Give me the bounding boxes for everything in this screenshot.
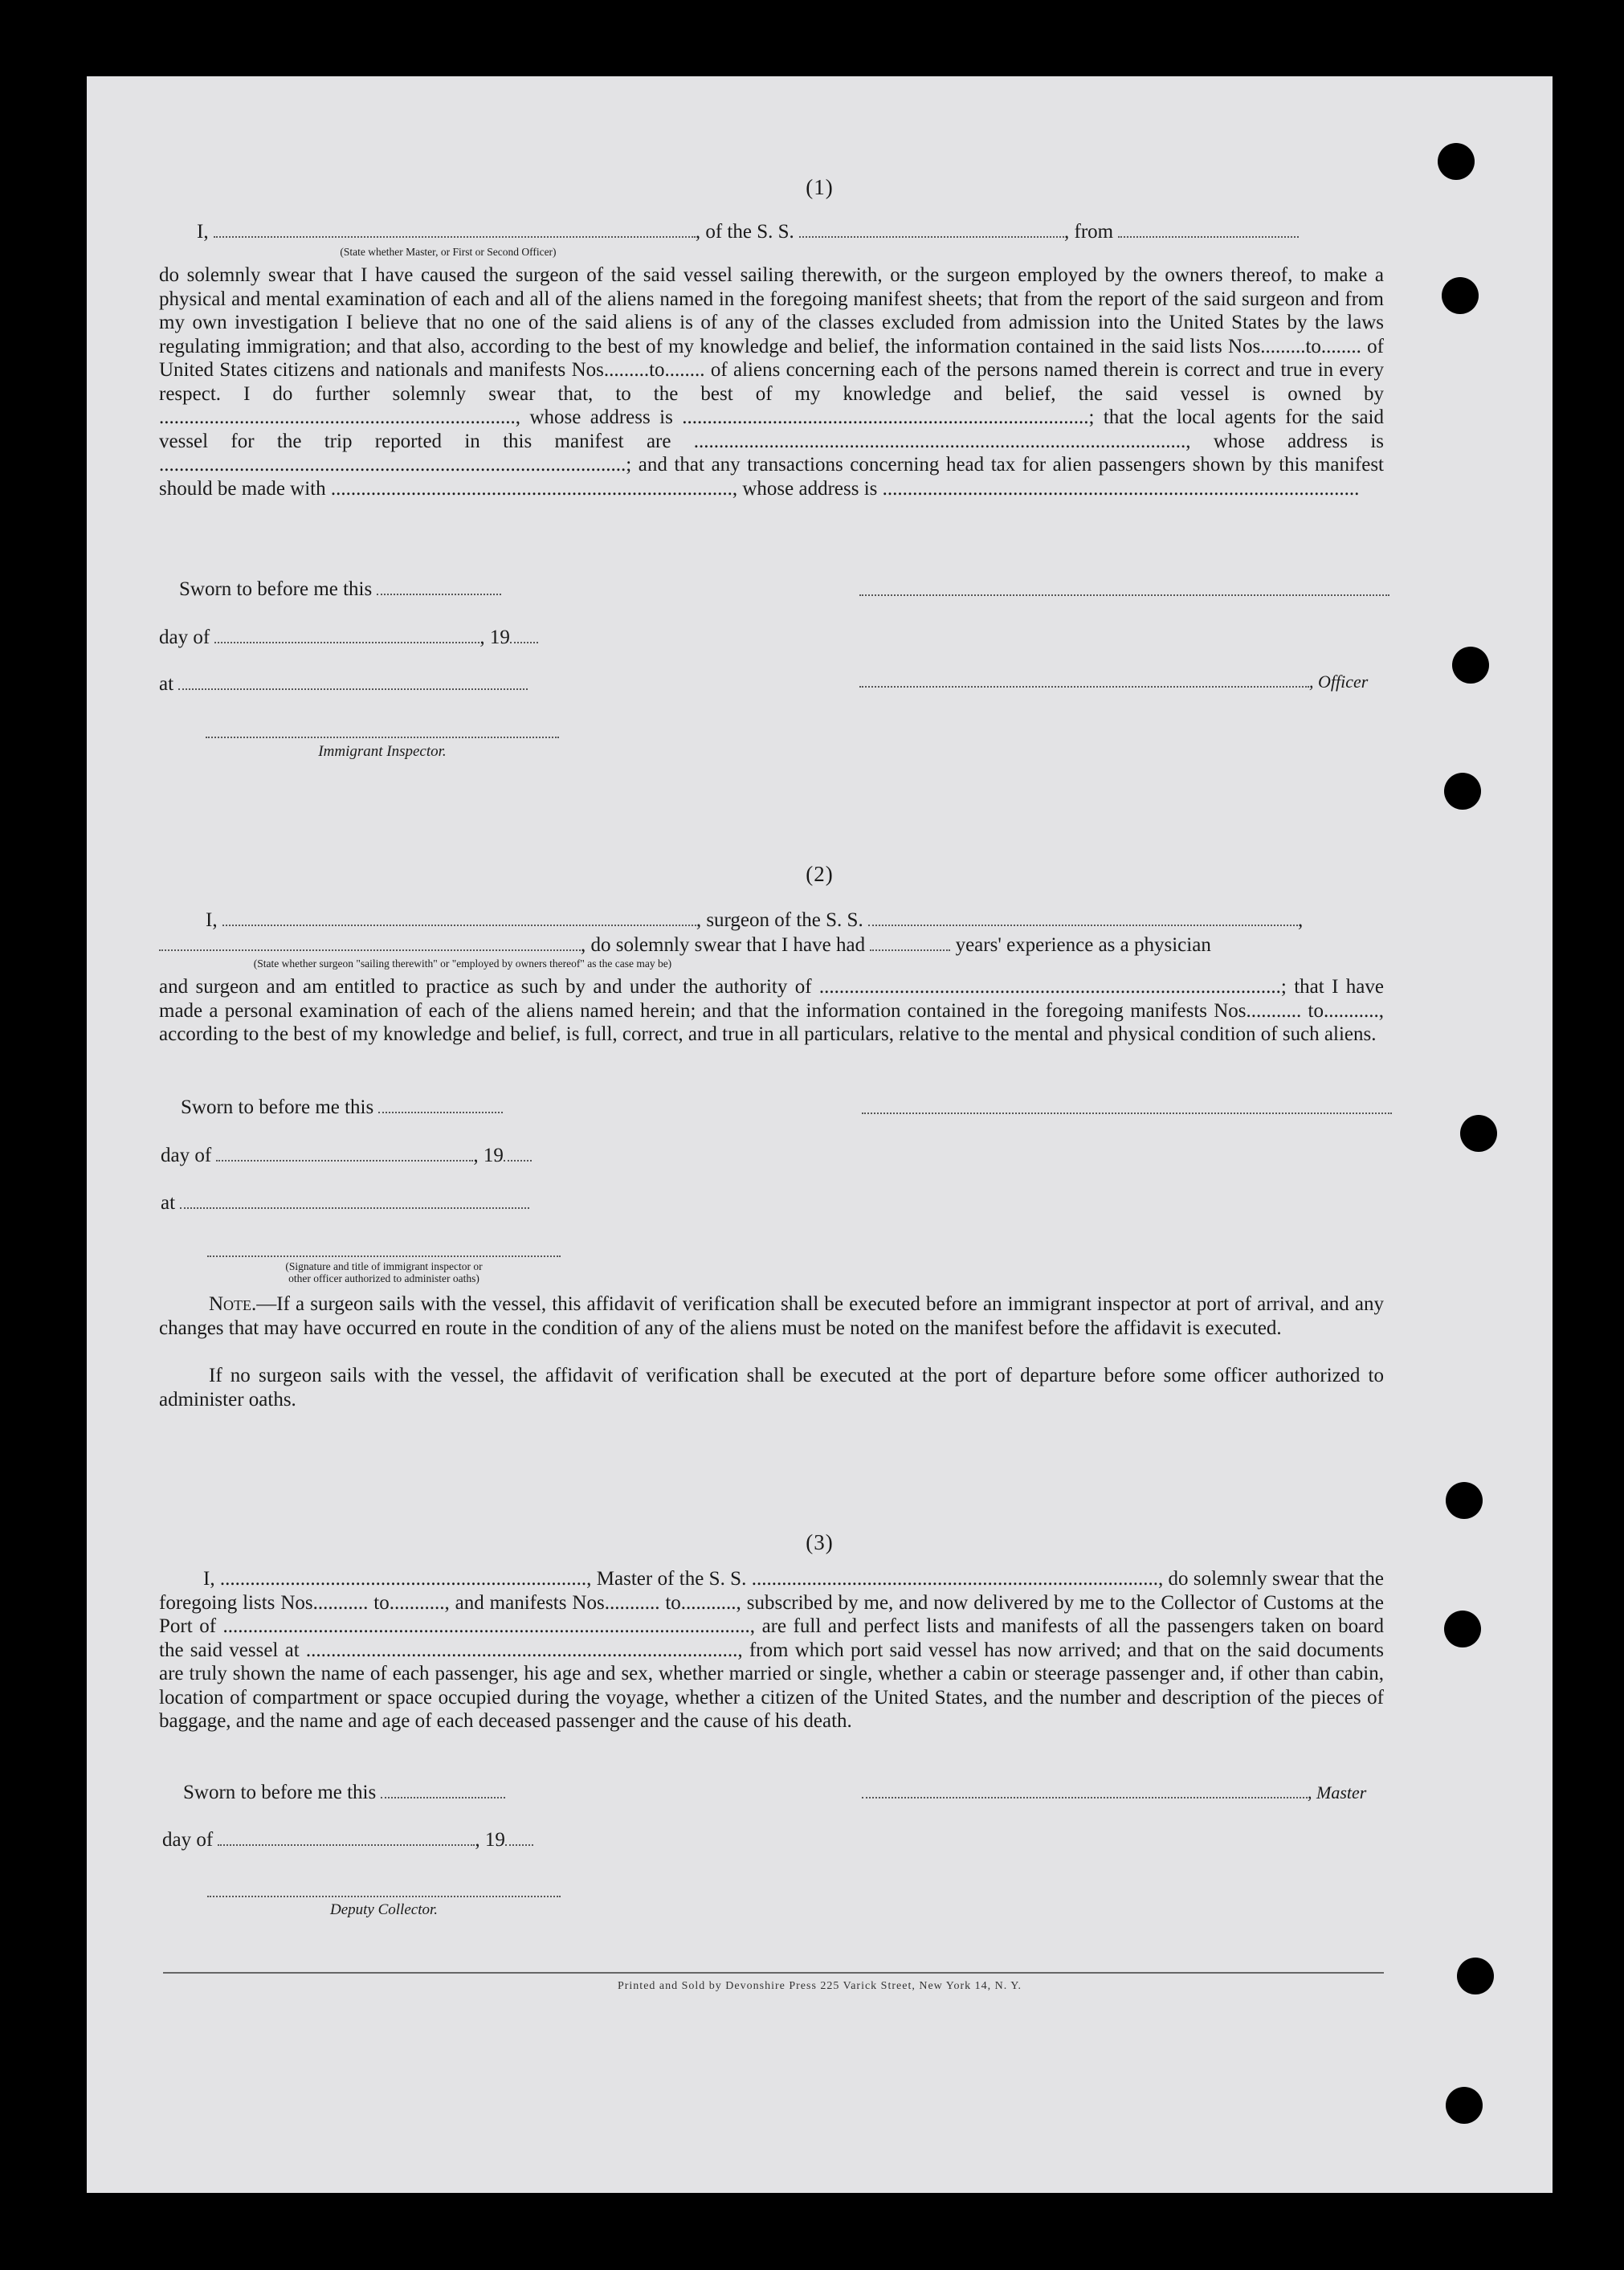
section-1-of-ss: , of the S. S.	[695, 221, 794, 243]
master-label: , Master	[1308, 1782, 1367, 1803]
surgeon-of-ss-label: , surgeon of the S. S.	[696, 909, 863, 931]
section-2-i: I,	[206, 909, 218, 931]
at-label: at	[159, 673, 174, 695]
section-2-sig-caption-1: (Signature and title of immigrant inspector or	[285, 1260, 483, 1272]
section-1-day-line	[159, 627, 538, 649]
section-3-body: I, ........................................................................., Master of the S. S. ................................................................................., do solemnly swear that the foregoing lists Nos........... to..........., and manifests Nos........... to..........., subscribed by me, and now delivered by me to the Collector of Customs at the Port of ........................................................................................................., are full and perfect lists and manifests of all the passengers taken on board the said vessel at ......................................................................................, from which port said vessel has now arrived; and that on the said documents are truly shown the name of each passenger, his age and sex, whether married or single, whether a cabin or steerage passenger and, if other than cabin, location of compartment or space occupied during the voyage, whether a citizen of the United States, and the number and description of the pieces of baggage, and the name and age of each deceased passenger and the cause of his death.	[159, 1568, 1384, 1732]
punch-hole	[1446, 1482, 1483, 1519]
inspector-caption: Immigrant Inspector.	[318, 743, 447, 760]
officer-signature-field[interactable]	[859, 672, 1309, 688]
punch-hole	[1446, 2087, 1483, 2124]
note-paragraph-1	[159, 1292, 1384, 1340]
collector-caption: Deputy Collector.	[329, 1901, 439, 1918]
section-3-day-field[interactable]	[218, 1830, 475, 1846]
from-port-field[interactable]	[1118, 222, 1299, 238]
section-1-number: (1)	[806, 175, 834, 199]
day-of-label: day of	[159, 627, 210, 648]
section-2-line-2	[159, 934, 1211, 957]
year-label: , 19	[479, 627, 510, 648]
section-2-day-line	[161, 1145, 532, 1167]
section-3-sworn-date-field[interactable]	[381, 1782, 505, 1798]
section-2-caption: (State whether surgeon "sailing therewith" or "employed by owners thereof" as the case may be)	[253, 957, 672, 970]
section-1-header-caption: (State whether Master, or First or Second Officer)	[340, 246, 557, 258]
section-3-number: (3)	[806, 1530, 834, 1554]
section-1-header-line	[197, 221, 1299, 243]
collector-signature-line[interactable]	[207, 1896, 561, 1897]
master-signature-field[interactable]	[862, 1782, 1308, 1798]
section-3-day-line	[162, 1829, 533, 1852]
section-1-sworn-line	[179, 578, 501, 601]
section-2-sworn-line	[181, 1096, 503, 1119]
years-field[interactable]	[870, 935, 950, 951]
section-1-body: do solemnly swear that I have caused the surgeon of the said vessel sailing therewith, or the surgeon employed by the owners thereof, to make a physical and mental examination of each and all of the aliens named in the foregoing manifest sheets; that from the report of the said surgeon and from my own investigation I believe that no one of the said aliens is of any of the classes excluded from admission into the United States by the laws regulating immigration; and that also, according to the best of my knowledge and belief, the information contained in the said lists Nos.........to........ of United States citizens and nationals and manifests Nos.........to........ of aliens concerning each of the persons named therein is correct and true in every respect. I do further solemnly swear that, to the best of my knowledge and belief, the said vessel is owned by ......................................................................., whose address is .................................................................................; that the local agents for the said vessel for the trip reported in this manifest are .................................................................................................., whose address is .............................................................................................; and that any transactions concerning head tax for alien passengers shown by this manifest should be made with ................................................................................, whose address is ...............................................................................................	[159, 264, 1384, 500]
section-2-sworn-label: Sworn to before me this	[181, 1096, 374, 1118]
year-field[interactable]	[510, 627, 538, 643]
section-2-year-field[interactable]	[504, 1145, 532, 1162]
punch-hole	[1452, 647, 1489, 684]
section-1-from: , from	[1064, 221, 1114, 243]
punch-hole	[1460, 1115, 1497, 1152]
section-2-sig-caption-2: other officer authorized to administer oaths)	[288, 1272, 479, 1284]
note-label: Note.	[209, 1293, 257, 1315]
swear-had-label: , do solemnly swear that I have had	[581, 934, 866, 956]
section-3-day-of-label: day of	[162, 1829, 214, 1851]
printer-footer: Printed and Sold by Devonshire Press 225 Varick Street, New York 14, N. Y.	[617, 1980, 1022, 1992]
note-paragraph-2: If no surgeon sails with the vessel, the affidavit of verification shall be executed at the port of departure before some officer authorized to administer oaths.	[159, 1365, 1384, 1411]
years-experience-label: years' experience as a physician	[955, 934, 1211, 956]
section-2-day-field[interactable]	[216, 1145, 473, 1162]
section-2-at-label: at	[161, 1192, 176, 1214]
punch-hole	[1438, 143, 1475, 180]
section-2-at-line	[161, 1192, 529, 1215]
inspector-signature-line[interactable]	[206, 737, 559, 738]
officer-label: , Officer	[1309, 672, 1369, 692]
officer-line	[859, 671, 1368, 693]
section-2-day-of-label: day of	[161, 1145, 212, 1166]
signature-line[interactable]	[859, 594, 1389, 596]
section-2-vessel-field[interactable]	[868, 910, 1298, 926]
section-3-year-label: , 19	[475, 1829, 505, 1851]
document-page	[87, 76, 1553, 2193]
section-3-sworn-line	[183, 1782, 505, 1804]
section-2-inspector-line[interactable]	[207, 1255, 561, 1257]
surgeon-name-field[interactable]	[222, 910, 696, 926]
section-2-at-field[interactable]	[180, 1193, 529, 1209]
punch-hole	[1442, 277, 1479, 314]
sworn-label: Sworn to before me this	[179, 578, 373, 600]
punch-hole	[1457, 1958, 1494, 1994]
section-1-at-line	[159, 673, 528, 696]
sworn-date-field[interactable]	[377, 579, 501, 595]
master-line	[862, 1782, 1366, 1804]
section-3-year-field[interactable]	[505, 1830, 533, 1846]
master-name-field[interactable]	[214, 222, 696, 238]
section-3-sworn-label: Sworn to before me this	[183, 1782, 377, 1803]
vessel-name-field[interactable]	[799, 222, 1064, 238]
section-2-body: and surgeon and am entitled to practice as such by and under the authority of ............................................................................................; that I have made a personal examination of each of the aliens named herein; and that the information contained in the foregoing manifests Nos........... to..........., according to the best of my knowledge and belief, is full, correct, and true in all particulars, relative to the mental and physical condition of such aliens.	[159, 976, 1384, 1045]
punch-hole	[1444, 1611, 1481, 1647]
footer-rule	[163, 1972, 1384, 1974]
day-field[interactable]	[214, 627, 479, 643]
at-place-field[interactable]	[178, 674, 528, 690]
section-1-i: I,	[197, 221, 209, 243]
surgeon-status-field[interactable]	[159, 935, 581, 951]
note-text-1: —If a surgeon sails with the vessel, this affidavit of verification shall be executed before an immigrant inspector at port of arrival, and any changes that may have occurred en route in the condition of any of the aliens must be noted on the manifest before the affidavit is executed.	[159, 1293, 1384, 1339]
punch-hole	[1444, 773, 1481, 810]
section-2-line-1: I, , surgeon of the S. S. ,	[206, 909, 1304, 931]
surgeon-signature-line[interactable]	[862, 1113, 1392, 1114]
section-2-number: (2)	[806, 862, 834, 886]
section-2-sworn-date-field[interactable]	[378, 1097, 503, 1113]
section-2-year-label: , 19	[473, 1145, 504, 1166]
